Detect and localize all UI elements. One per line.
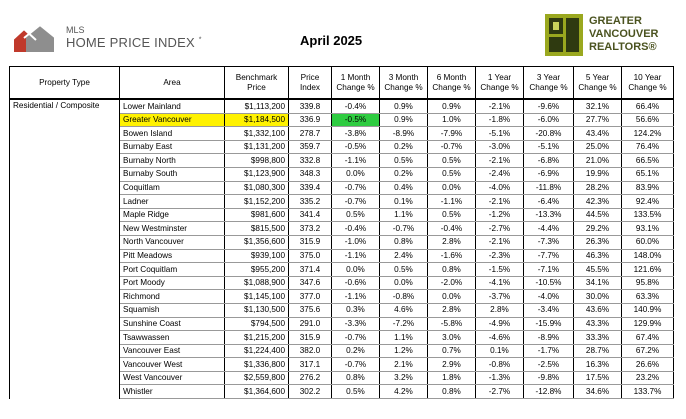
change-5-year-cell: 43.3% [574, 317, 622, 331]
col-header-area: Area [120, 67, 225, 100]
change-3-year-cell: -4.0% [524, 290, 574, 304]
area-cell: New Westminster [120, 222, 225, 236]
change-3-year-cell: -15.9% [524, 317, 574, 331]
area-cell: Bowen Island [120, 127, 225, 141]
change-5-year-cell: 27.7% [574, 113, 622, 127]
change-3-year-cell: -6.9% [524, 167, 574, 181]
change-3-year-cell: -9.6% [524, 99, 574, 113]
change-6-month-cell: 0.9% [428, 99, 476, 113]
change-10-year-cell: 92.4% [622, 195, 674, 209]
property-type-cell: Residential / Composite [10, 99, 120, 399]
change-10-year-cell: 148.0% [622, 249, 674, 263]
change-1-month-cell: -3.3% [332, 317, 380, 331]
price-index-cell: 371.4 [289, 263, 332, 277]
mls-label: MLS [66, 25, 85, 35]
change-5-year-cell: 30.0% [574, 290, 622, 304]
area-cell: West Vancouver [120, 371, 225, 385]
benchmark-price-cell: $955,200 [225, 263, 289, 277]
price-index-cell: 339.8 [289, 99, 332, 113]
change-5-year-cell: 21.0% [574, 154, 622, 168]
change-6-month-cell: -2.0% [428, 276, 476, 290]
change-3-year-cell: -12.8% [524, 385, 574, 399]
change-10-year-cell: 66.4% [622, 99, 674, 113]
org-line-1: GREATER [589, 15, 642, 27]
change-3-year-cell: -2.5% [524, 358, 574, 372]
change-3-year-cell: -7.3% [524, 235, 574, 249]
change-6-month-cell: 0.7% [428, 344, 476, 358]
change-6-month-cell: 0.5% [428, 154, 476, 168]
price-index-cell: 315.9 [289, 331, 332, 345]
benchmark-price-cell: $815,500 [225, 222, 289, 236]
area-cell: Vancouver West [120, 358, 225, 372]
change-5-year-cell: 28.7% [574, 344, 622, 358]
area-cell: Burnaby South [120, 167, 225, 181]
change-5-year-cell: 25.0% [574, 140, 622, 154]
org-name [589, 15, 658, 54]
change-1-year-cell: -2.1% [476, 235, 524, 249]
change-5-year-cell: 46.3% [574, 249, 622, 263]
change-3-month-cell: 2.1% [380, 358, 428, 372]
org-line-3: REALTORS [589, 41, 649, 53]
price-index-cell: 317.1 [289, 358, 332, 372]
change-6-month-cell: 0.5% [428, 208, 476, 222]
change-10-year-cell: 56.6% [622, 113, 674, 127]
change-6-month-cell: 2.9% [428, 358, 476, 372]
col-header-3-year: 3 Year Change % [524, 67, 574, 100]
change-1-year-cell: -2.4% [476, 167, 524, 181]
change-1-year-cell: -2.1% [476, 99, 524, 113]
change-3-month-cell: 0.9% [380, 113, 428, 127]
change-10-year-cell: 133.5% [622, 208, 674, 222]
change-10-year-cell: 63.3% [622, 290, 674, 304]
area-cell: Vancouver East [120, 344, 225, 358]
change-3-month-cell: -0.7% [380, 222, 428, 236]
benchmark-price-cell: $794,500 [225, 317, 289, 331]
change-1-year-cell: 0.1% [476, 344, 524, 358]
change-5-year-cell: 32.1% [574, 99, 622, 113]
change-1-year-cell: 2.8% [476, 303, 524, 317]
change-1-year-cell: -1.3% [476, 371, 524, 385]
col-header-property-type: Property Type [10, 67, 120, 100]
change-1-year-cell: -1.5% [476, 263, 524, 277]
change-3-year-cell: -5.1% [524, 140, 574, 154]
change-6-month-cell: 2.8% [428, 235, 476, 249]
change-10-year-cell: 121.6% [622, 263, 674, 277]
change-5-year-cell: 42.3% [574, 195, 622, 209]
change-1-year-cell: -0.8% [476, 358, 524, 372]
area-cell: Burnaby North [120, 154, 225, 168]
change-6-month-cell: 1.8% [428, 371, 476, 385]
area-cell: Port Coquitlam [120, 263, 225, 277]
change-3-year-cell: -4.4% [524, 222, 574, 236]
change-10-year-cell: 26.6% [622, 358, 674, 372]
change-1-month-cell: -3.8% [332, 127, 380, 141]
price-index-cell: 382.0 [289, 344, 332, 358]
table-row [10, 99, 674, 113]
change-3-year-cell: -3.4% [524, 303, 574, 317]
change-1-month-cell: -0.6% [332, 276, 380, 290]
change-1-year-cell: -1.2% [476, 208, 524, 222]
price-index-cell: 291.0 [289, 317, 332, 331]
benchmark-price-cell: $939,100 [225, 249, 289, 263]
change-1-month-cell: 0.0% [332, 167, 380, 181]
price-index-cell: 332.8 [289, 154, 332, 168]
org-line-3-wrap [589, 41, 658, 54]
area-cell: Whistler [120, 385, 225, 399]
price-index-cell: 347.6 [289, 276, 332, 290]
benchmark-price-cell: $981,600 [225, 208, 289, 222]
change-6-month-cell: -1.6% [428, 249, 476, 263]
change-1-month-cell: -0.5% [332, 140, 380, 154]
col-header-price-index: Price Index [289, 67, 332, 100]
org-mark: ® [648, 41, 657, 53]
change-5-year-cell: 17.5% [574, 371, 622, 385]
mls-index-mark: * [198, 36, 202, 44]
price-index-cell: 377.0 [289, 290, 332, 304]
benchmark-price-cell: $1,130,500 [225, 303, 289, 317]
change-3-year-cell: -7.7% [524, 249, 574, 263]
change-3-month-cell: 3.2% [380, 371, 428, 385]
change-3-month-cell: 1.2% [380, 344, 428, 358]
change-1-month-cell: -0.7% [332, 181, 380, 195]
change-5-year-cell: 28.2% [574, 181, 622, 195]
change-3-year-cell: -6.0% [524, 113, 574, 127]
change-10-year-cell: 66.5% [622, 154, 674, 168]
change-5-year-cell: 34.1% [574, 276, 622, 290]
change-3-year-cell: -8.9% [524, 331, 574, 345]
change-3-year-cell: -13.3% [524, 208, 574, 222]
change-1-month-cell: 0.2% [332, 344, 380, 358]
change-3-month-cell: 0.9% [380, 99, 428, 113]
report-header [0, 0, 686, 66]
area-cell: Maple Ridge [120, 208, 225, 222]
page-title: April 2025 [300, 33, 363, 48]
benchmark-price-cell: $2,559,800 [225, 371, 289, 385]
table-body [10, 99, 674, 399]
change-1-year-cell: -2.1% [476, 195, 524, 209]
change-6-month-cell: 1.0% [428, 113, 476, 127]
area-cell: Tsawwassen [120, 331, 225, 345]
change-6-month-cell: -0.4% [428, 222, 476, 236]
change-3-year-cell: -6.4% [524, 195, 574, 209]
price-index-cell: 341.4 [289, 208, 332, 222]
change-1-year-cell: -3.0% [476, 140, 524, 154]
change-1-year-cell: -4.6% [476, 331, 524, 345]
benchmark-price-cell: $1,356,600 [225, 235, 289, 249]
price-index-cell: 302.2 [289, 385, 332, 399]
benchmark-price-cell: $1,088,900 [225, 276, 289, 290]
change-3-year-cell: -10.5% [524, 276, 574, 290]
change-5-year-cell: 45.5% [574, 263, 622, 277]
change-1-year-cell: -2.7% [476, 385, 524, 399]
change-3-month-cell: 0.1% [380, 195, 428, 209]
price-index-cell: 375.6 [289, 303, 332, 317]
area-cell: Squamish [120, 303, 225, 317]
change-1-year-cell: -5.1% [476, 127, 524, 141]
price-index-cell: 315.9 [289, 235, 332, 249]
price-index-cell: 359.7 [289, 140, 332, 154]
benchmark-price-cell: $1,123,900 [225, 167, 289, 181]
change-5-year-cell: 43.6% [574, 303, 622, 317]
change-3-month-cell: 0.4% [380, 181, 428, 195]
col-header-3-month: 3 Month Change % [380, 67, 428, 100]
mls-index-label [66, 35, 202, 50]
change-3-month-cell: -0.8% [380, 290, 428, 304]
change-6-month-cell: 0.0% [428, 181, 476, 195]
benchmark-price-cell: $1,215,200 [225, 331, 289, 345]
change-1-year-cell: -1.8% [476, 113, 524, 127]
change-1-month-cell: 0.3% [332, 303, 380, 317]
change-1-month-cell: 0.8% [332, 371, 380, 385]
area-cell: Port Moody [120, 276, 225, 290]
benchmark-price-cell: $1,113,200 [225, 99, 289, 113]
col-header-1-year: 1 Year Change % [476, 67, 524, 100]
change-1-month-cell: -1.0% [332, 235, 380, 249]
area-cell: Pitt Meadows [120, 249, 225, 263]
benchmark-price-cell: $1,145,100 [225, 290, 289, 304]
change-3-year-cell: -6.8% [524, 154, 574, 168]
change-1-month-cell: 0.0% [332, 263, 380, 277]
area-cell: Greater Vancouver [120, 113, 225, 127]
change-3-year-cell: -11.8% [524, 181, 574, 195]
change-5-year-cell: 29.2% [574, 222, 622, 236]
mls-index-text: HOME PRICE INDEX [66, 35, 195, 50]
price-index-cell: 336.9 [289, 113, 332, 127]
change-1-month-cell: 0.5% [332, 208, 380, 222]
price-index-cell: 335.2 [289, 195, 332, 209]
change-10-year-cell: 140.9% [622, 303, 674, 317]
change-1-year-cell: -4.1% [476, 276, 524, 290]
area-cell: Coquitlam [120, 181, 225, 195]
col-header-5-year: 5 Year Change % [574, 67, 622, 100]
change-5-year-cell: 16.3% [574, 358, 622, 372]
org-line-2: VANCOUVER [589, 28, 659, 40]
col-header-1-month: 1 Month Change % [332, 67, 380, 100]
change-3-year-cell: -9.8% [524, 371, 574, 385]
benchmark-price-cell: $998,800 [225, 154, 289, 168]
change-6-month-cell: 0.8% [428, 263, 476, 277]
change-3-month-cell: 1.1% [380, 331, 428, 345]
change-3-year-cell: -20.8% [524, 127, 574, 141]
change-1-month-cell: -1.1% [332, 290, 380, 304]
change-10-year-cell: 67.4% [622, 331, 674, 345]
change-5-year-cell: 33.3% [574, 331, 622, 345]
table-header-row [10, 67, 674, 100]
change-3-year-cell: -1.7% [524, 344, 574, 358]
col-header-10-year: 10 Year Change % [622, 67, 674, 100]
change-3-month-cell: 0.5% [380, 154, 428, 168]
change-5-year-cell: 43.4% [574, 127, 622, 141]
benchmark-price-cell: $1,131,200 [225, 140, 289, 154]
benchmark-price-cell: $1,152,200 [225, 195, 289, 209]
change-1-year-cell: -4.0% [476, 181, 524, 195]
change-10-year-cell: 23.2% [622, 371, 674, 385]
change-1-year-cell: -2.7% [476, 222, 524, 236]
change-1-month-cell: -1.1% [332, 249, 380, 263]
change-1-month-cell: -0.4% [332, 99, 380, 113]
area-cell: Burnaby East [120, 140, 225, 154]
benchmark-price-cell: $1,364,600 [225, 385, 289, 399]
change-3-month-cell: -8.9% [380, 127, 428, 141]
area-cell: Richmond [120, 290, 225, 304]
change-3-month-cell: 2.4% [380, 249, 428, 263]
change-10-year-cell: 76.4% [622, 140, 674, 154]
change-6-month-cell: 0.0% [428, 290, 476, 304]
change-1-month-cell: -0.7% [332, 195, 380, 209]
benchmark-price-cell: $1,224,400 [225, 344, 289, 358]
change-1-month-cell: 0.5% [332, 385, 380, 399]
col-header-benchmark-price: Benchmark Price [225, 67, 289, 100]
area-cell: Sunshine Coast [120, 317, 225, 331]
benchmark-price-cell: $1,336,800 [225, 358, 289, 372]
price-index-cell: 339.4 [289, 181, 332, 195]
change-10-year-cell: 129.9% [622, 317, 674, 331]
change-10-year-cell: 65.1% [622, 167, 674, 181]
change-1-month-cell: -0.7% [332, 331, 380, 345]
change-1-year-cell: -3.7% [476, 290, 524, 304]
price-index-cell: 278.7 [289, 127, 332, 141]
change-3-month-cell: 1.1% [380, 208, 428, 222]
change-6-month-cell: 0.8% [428, 385, 476, 399]
area-cell: Lower Mainland [120, 99, 225, 113]
change-10-year-cell: 133.7% [622, 385, 674, 399]
price-index-cell: 276.2 [289, 371, 332, 385]
change-1-month-cell: -0.7% [332, 358, 380, 372]
change-5-year-cell: 44.5% [574, 208, 622, 222]
change-6-month-cell: -5.8% [428, 317, 476, 331]
change-1-year-cell: -2.1% [476, 154, 524, 168]
change-1-year-cell: -4.9% [476, 317, 524, 331]
change-1-month-cell: -1.1% [332, 154, 380, 168]
change-10-year-cell: 124.2% [622, 127, 674, 141]
change-1-year-cell: -2.3% [476, 249, 524, 263]
change-10-year-cell: 93.1% [622, 222, 674, 236]
change-3-month-cell: 4.6% [380, 303, 428, 317]
change-5-year-cell: 34.6% [574, 385, 622, 399]
change-3-month-cell: 0.5% [380, 263, 428, 277]
benchmark-price-cell: $1,080,300 [225, 181, 289, 195]
change-6-month-cell: 2.8% [428, 303, 476, 317]
benchmark-price-cell: $1,332,100 [225, 127, 289, 141]
change-10-year-cell: 60.0% [622, 235, 674, 249]
change-3-month-cell: 4.2% [380, 385, 428, 399]
hpi-table [9, 66, 674, 399]
price-index-cell: 375.0 [289, 249, 332, 263]
change-5-year-cell: 19.9% [574, 167, 622, 181]
change-6-month-cell: -7.9% [428, 127, 476, 141]
change-3-month-cell: -7.2% [380, 317, 428, 331]
change-3-year-cell: -7.1% [524, 263, 574, 277]
price-index-cell: 348.3 [289, 167, 332, 181]
change-10-year-cell: 67.2% [622, 344, 674, 358]
change-1-month-cell: -0.5% [332, 113, 380, 127]
change-10-year-cell: 95.8% [622, 276, 674, 290]
mls-house-logo-icon [12, 22, 60, 54]
change-5-year-cell: 26.3% [574, 235, 622, 249]
change-6-month-cell: 3.0% [428, 331, 476, 345]
area-cell: North Vancouver [120, 235, 225, 249]
gvr-logo-icon [545, 14, 583, 56]
change-10-year-cell: 83.9% [622, 181, 674, 195]
col-header-6-month: 6 Month Change % [428, 67, 476, 100]
change-3-month-cell: 0.2% [380, 167, 428, 181]
change-3-month-cell: 0.2% [380, 140, 428, 154]
change-3-month-cell: 0.8% [380, 235, 428, 249]
change-6-month-cell: 0.5% [428, 167, 476, 181]
benchmark-price-cell: $1,184,500 [225, 113, 289, 127]
area-cell: Ladner [120, 195, 225, 209]
change-6-month-cell: -0.7% [428, 140, 476, 154]
change-3-month-cell: 0.0% [380, 276, 428, 290]
change-6-month-cell: -1.1% [428, 195, 476, 209]
price-index-cell: 373.2 [289, 222, 332, 236]
change-1-month-cell: -0.4% [332, 222, 380, 236]
